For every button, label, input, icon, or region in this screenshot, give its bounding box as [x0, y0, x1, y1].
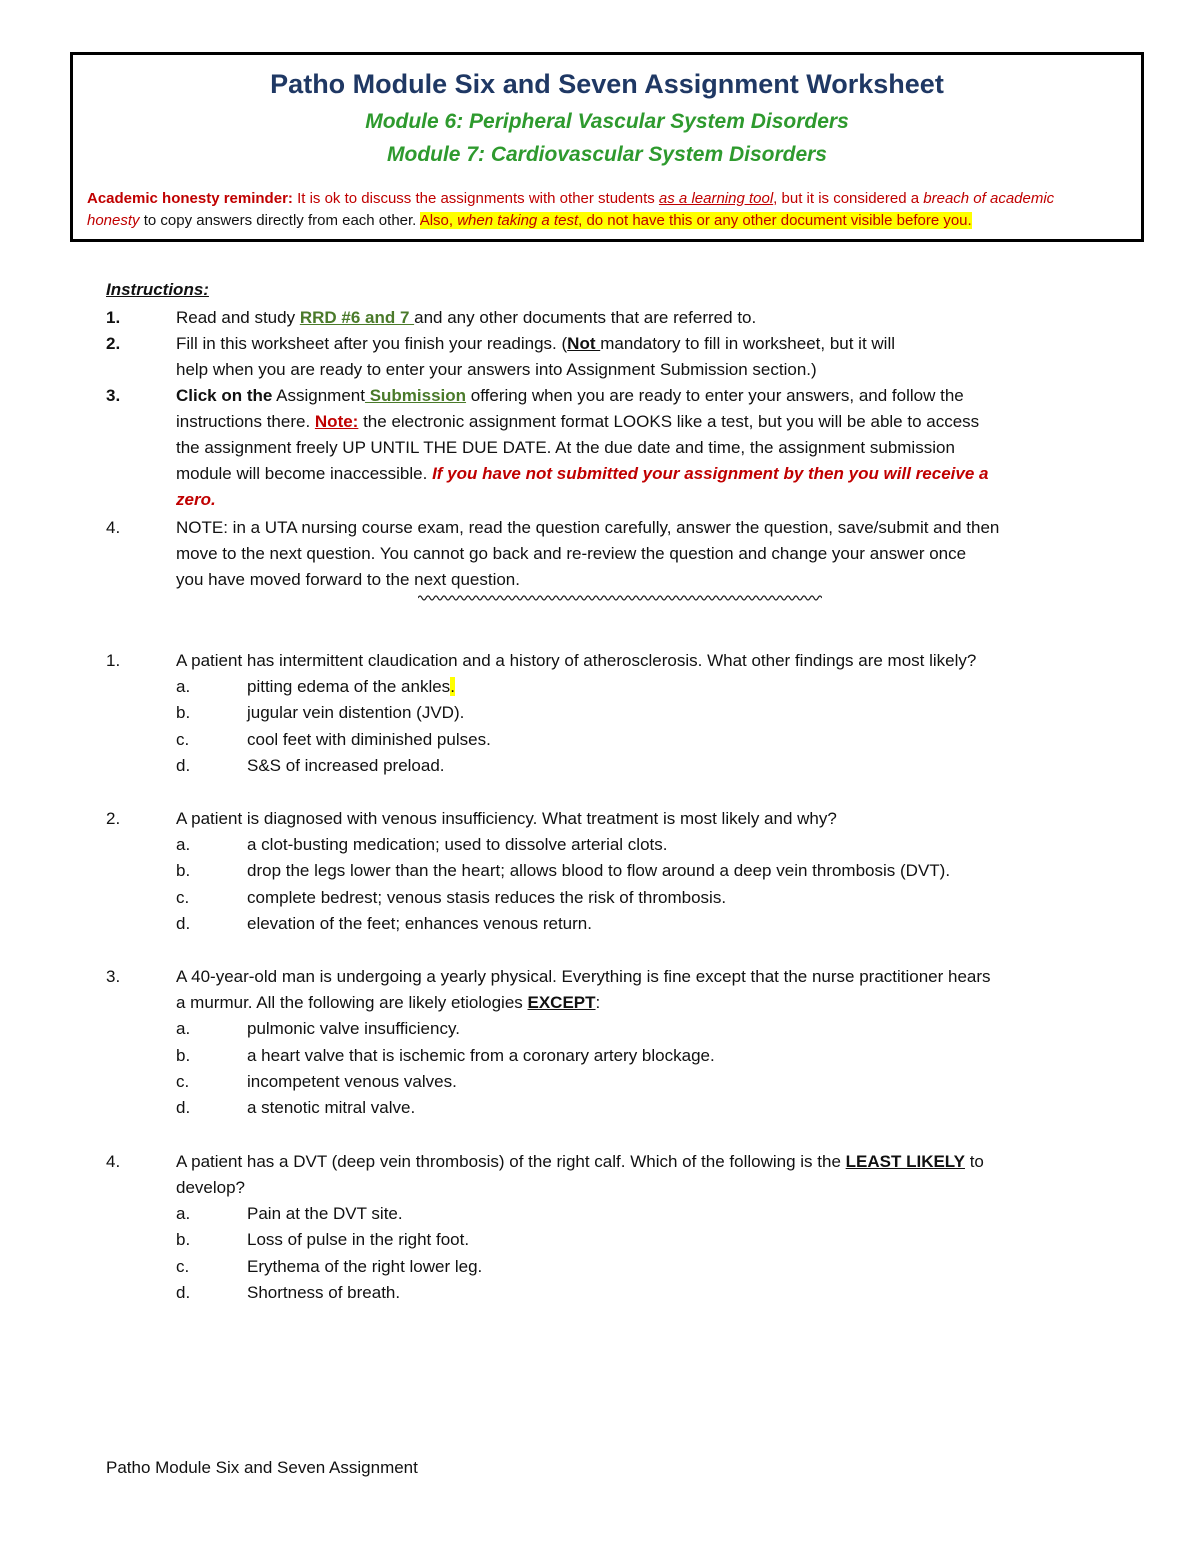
instruction-2: Fill in this worksheet after you finish your readings. (Not mandatory to fill in worksheet, but it will: [176, 334, 896, 353]
module-6-subtitle: Module 6: Peripheral Vascular System Disorders: [365, 110, 849, 133]
header-box: [70, 52, 1144, 242]
option-letter: d.: [176, 1283, 191, 1302]
option-letter: c.: [176, 730, 190, 749]
instruction-number: 1.: [106, 308, 121, 327]
q1-option-c[interactable]: cool feet with diminished pulses.: [247, 730, 491, 749]
q3-option-d[interactable]: a stenotic mitral valve.: [247, 1098, 416, 1117]
question-4-stem-cont: develop?: [176, 1178, 246, 1197]
option-letter: d.: [176, 1098, 191, 1117]
option-letter: c.: [176, 1257, 190, 1276]
q4-option-d[interactable]: Shortness of breath.: [247, 1283, 401, 1302]
q3-option-a[interactable]: pulmonic valve insufficiency.: [247, 1019, 460, 1038]
instruction-number: 4.: [106, 518, 121, 537]
q2-option-b[interactable]: drop the legs lower than the heart; allows blood to flow around a deep vein thrombosis (DVT).: [247, 861, 951, 880]
page-footer: Patho Module Six and Seven Assignment: [106, 1458, 418, 1477]
option-letter: d.: [176, 756, 191, 775]
instruction-number: 2.: [106, 334, 121, 353]
option-letter: b.: [176, 703, 191, 722]
q2-option-c[interactable]: complete bedrest; venous stasis reduces the risk of thrombosis.: [247, 888, 727, 907]
question-4-stem: A patient has a DVT (deep vein thrombosis) of the right calf. Which of the following is the LEAST LIKELY to: [176, 1152, 984, 1171]
option-letter: d.: [176, 914, 191, 933]
q4-option-b[interactable]: Loss of pulse in the right foot.: [247, 1230, 470, 1249]
academic-honesty-reminder: Academic honesty reminder: It is ok to discuss the assignments with other students as a learning tool, but it is considered a breach of academic honesty to copy answers directly from each other. Also, when taking a test, do not have this or any other document visible before you.: [87, 190, 1055, 229]
option-letter: a.: [176, 835, 191, 854]
submission-link[interactable]: Submission: [364, 386, 467, 405]
wavy-divider: [418, 594, 822, 602]
q4-option-a[interactable]: Pain at the DVT site.: [247, 1204, 403, 1223]
instruction-1: Read and study RRD #6 and 7 and any other documents that are referred to.: [176, 308, 757, 327]
q2-option-a[interactable]: a clot-busting medication; used to dissolve arterial clots.: [247, 835, 668, 854]
instruction-4-cont: you have moved forward to the next question.: [176, 570, 520, 589]
question-2-stem: A patient is diagnosed with venous insufficiency. What treatment is most likely and why?: [176, 809, 837, 828]
question-number: 3.: [106, 967, 121, 986]
instruction-3-cont: module will become inaccessible. If you have not submitted your assignment by then you will receive a: [176, 464, 989, 483]
q1-option-d[interactable]: S&S of increased preload.: [247, 756, 445, 775]
question-number: 1.: [106, 651, 121, 670]
question-number: 4.: [106, 1152, 121, 1171]
q3-option-c[interactable]: incompetent venous valves.: [247, 1072, 457, 1091]
option-letter: a.: [176, 1204, 191, 1223]
q1-option-b[interactable]: jugular vein distention (JVD).: [247, 703, 465, 722]
instruction-3-cont: instructions there. Note: the electronic assignment format LOOKS like a test, but you will be able to access: [176, 412, 980, 431]
instruction-4: NOTE: in a UTA nursing course exam, read the question carefully, answer the question, save/submit and then: [176, 518, 1000, 537]
instructions-heading: Instructions:: [106, 280, 209, 299]
q3-option-b[interactable]: a heart valve that is ischemic from a coronary artery blockage.: [247, 1046, 715, 1065]
module-7-subtitle: Module 7: Cardiovascular System Disorders: [387, 143, 827, 166]
page-title: Patho Module Six and Seven Assignment Worksheet: [270, 69, 944, 99]
q4-option-c[interactable]: Erythema of the right lower leg.: [247, 1257, 483, 1276]
option-letter: c.: [176, 1072, 190, 1091]
option-letter: a.: [176, 1019, 191, 1038]
rrd-link[interactable]: RRD #6 and 7: [299, 308, 415, 327]
q1-option-a[interactable]: pitting edema of the ankles.: [247, 677, 455, 696]
instruction-3-cont: zero.: [176, 490, 216, 509]
option-letter: a.: [176, 677, 191, 696]
instruction-4-cont: move to the next question. You cannot go back and re-review the question and change your answer once: [176, 544, 967, 563]
option-letter: b.: [176, 861, 191, 880]
question-3-stem: A 40-year-old man is undergoing a yearly physical. Everything is fine except that the nurse practitioner hears: [176, 967, 991, 986]
question-number: 2.: [106, 809, 121, 828]
instruction-number: 3.: [106, 386, 121, 405]
instruction-2-cont: help when you are ready to enter your answers into Assignment Submission section.): [176, 360, 817, 379]
q2-option-d[interactable]: elevation of the feet; enhances venous return.: [247, 914, 592, 933]
instruction-3: Click on the Assignment Submission offering when you are ready to enter your answers, and follow the: [176, 386, 964, 405]
instruction-3-cont: the assignment freely UP UNTIL THE DUE DATE. At the due date and time, the assignment submission: [176, 438, 955, 457]
option-letter: c.: [176, 888, 190, 907]
question-3-stem-cont: a murmur. All the following are likely etiologies EXCEPT:: [176, 993, 601, 1012]
option-letter: b.: [176, 1046, 191, 1065]
option-letter: b.: [176, 1230, 191, 1249]
test-warning-highlight: Also, when taking a test, do not have this or any other document visible before you.: [419, 212, 972, 229]
question-1-stem: A patient has intermittent claudication and a history of atherosclerosis. What other findings are most likely?: [176, 651, 977, 670]
